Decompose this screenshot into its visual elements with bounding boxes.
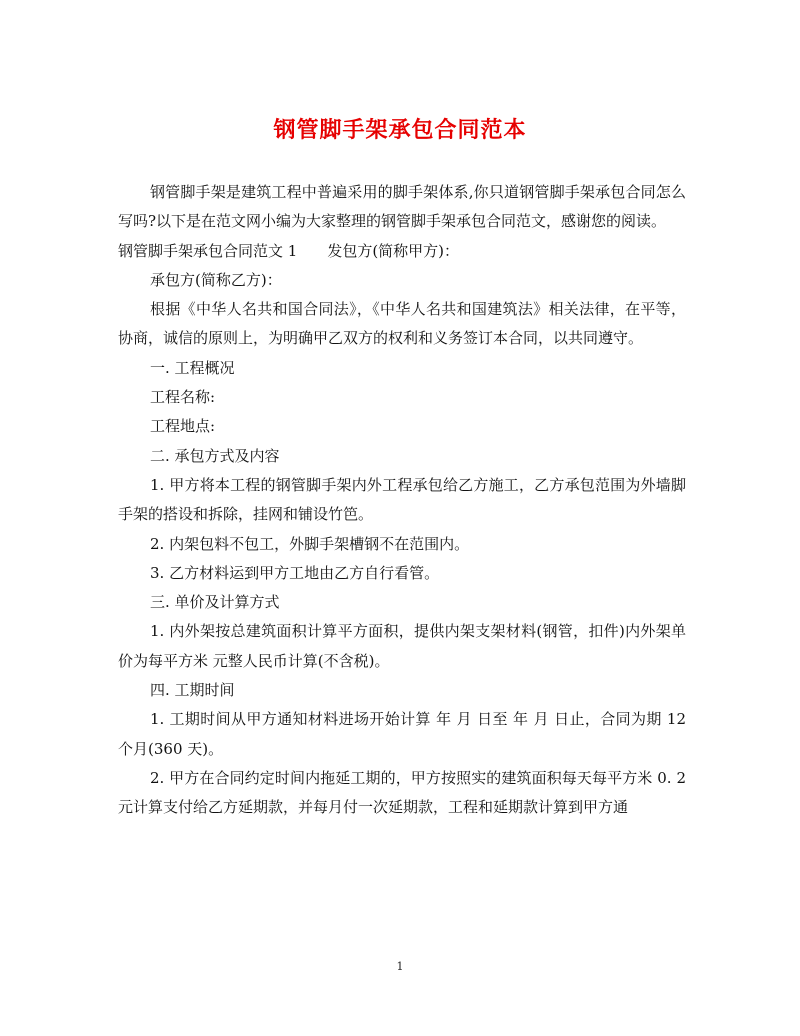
- legal-basis-paragraph: 根据《中华人名共和国合同法》，《中华人名共和国建筑法》相关法律，在平等，协商，诚信的原则上，为明确甲乙双方的权利和义务签订本合同，以共同遵守。: [118, 300, 686, 348]
- section-heading-project-overview: 一. 工程概况: [150, 358, 235, 377]
- document-title: 钢管脚手架承包合同范本: [273, 117, 527, 143]
- contract-item-2: 2. 内架包料不包工，外脚手架槽钢不在范围内。: [150, 534, 470, 553]
- contract-item-1: 1. 甲方将本工程的钢管脚手架内外工程承包给乙方施工，乙方承包范围为外墙脚手架的搭设和拆除，挂网和铺设竹笆。: [118, 475, 686, 524]
- schedule-item-1: 1. 工期时间从甲方通知材料进场开始计算 年 月 日至 年 月 日止，合同为期 12 个月(360 天)。: [118, 710, 686, 758]
- section-heading-schedule: 四. 工期时间: [150, 681, 235, 700]
- project-name-line: 工程名称:: [150, 388, 216, 407]
- page-number: 1: [396, 960, 404, 973]
- project-location-line: 工程地点:: [150, 417, 216, 436]
- contractor-line: 承包方(简称乙方)：: [150, 270, 282, 289]
- section-heading-unit-price: 三. 单价及计算方式: [150, 593, 280, 612]
- section-heading-contract-method: 二. 承包方式及内容: [150, 446, 280, 465]
- schedule-item-2: 2. 甲方在合同约定时间内拖延工期的，甲方按照实的建筑面积每天每平方米 0. 2 元计算支付给乙方延期款，并每月付一次延期款，工程和延期款计算到甲方通: [118, 768, 686, 817]
- contract-heading-line: 钢管脚手架承包合同范文 1 发包方(简称甲方)：: [118, 241, 460, 260]
- intro-paragraph: 钢管脚手架是建筑工程中普遍采用的脚手架体系,你只道钢管脚手架承包合同怎么写吗?以下是在范文网小编为大家整理的钢管脚手架承包合同范文，感谢您的阅读。: [118, 183, 686, 231]
- document-body: [118, 178, 686, 823]
- unit-price-item-1: 1. 内外架按总建筑面积计算平方面积，提供内架支架材料(钢管，扣件)内外架单价为每平方米 元整人民币计算(不含税)。: [118, 622, 686, 670]
- contract-item-3: 3. 乙方材料运到甲方工地由乙方自行看管。: [150, 563, 440, 582]
